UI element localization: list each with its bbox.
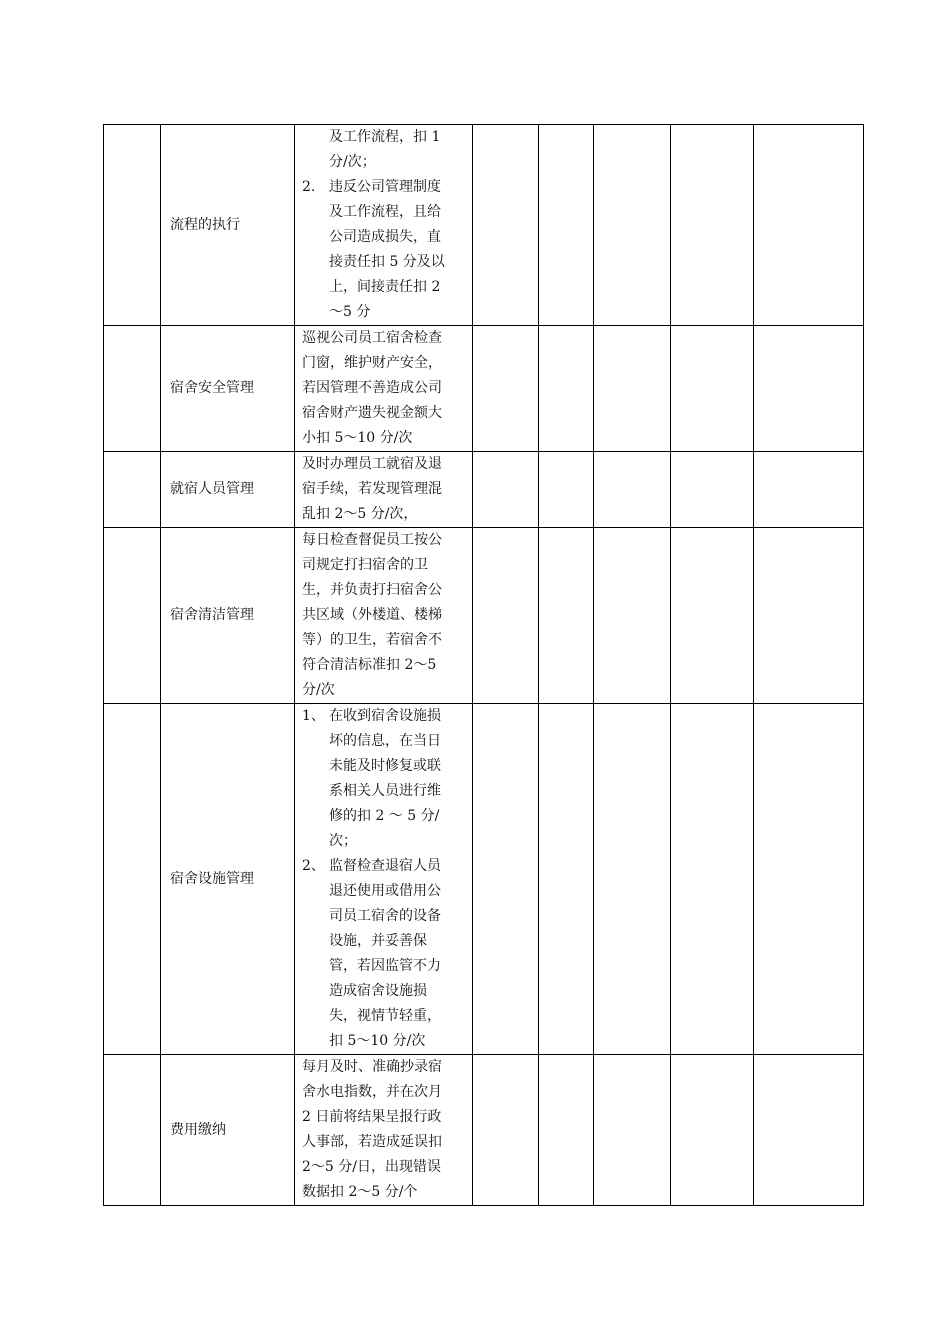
standard-line: [302, 426, 466, 451]
standard-line: [302, 1029, 466, 1054]
standard-line: [302, 904, 466, 929]
standard-line: [302, 553, 466, 578]
standard-line: [302, 653, 466, 678]
standard-line: [302, 603, 466, 628]
standard-line: [302, 979, 466, 1004]
empty-cell: [754, 125, 864, 326]
standard-text: 坏的信息，在当日: [329, 733, 441, 749]
standard-line: [302, 326, 466, 351]
standard-text: 及时办理员工就宿及退: [302, 456, 442, 472]
standard-line: [302, 1130, 466, 1155]
item-name-cell: [161, 528, 295, 704]
standard-text: 小扣 5～10 分/次: [302, 430, 413, 446]
standard-line: [302, 528, 466, 553]
empty-cell: [754, 326, 864, 452]
standard-line: [302, 1004, 466, 1029]
empty-cell: [671, 125, 754, 326]
standard-text: 每月及时、准确抄录宿: [302, 1059, 442, 1075]
item-name-cell: [161, 326, 295, 452]
standard-cell: [295, 1055, 473, 1206]
empty-cell: [104, 326, 161, 452]
standard-line: [302, 452, 466, 477]
standard-line: [302, 502, 466, 527]
standard-line: [302, 1180, 466, 1205]
empty-cell: [671, 528, 754, 704]
standard-text: 分/次: [302, 682, 335, 698]
item-name-cell: [161, 125, 295, 326]
standard-text: 共区域（外楼道、楼梯: [302, 607, 442, 623]
item-name-cell: [161, 1055, 295, 1206]
standard-line: [302, 854, 466, 879]
item-name: 宿舍设施管理: [170, 870, 254, 887]
standard-text: 退还使用或借用公: [329, 883, 441, 899]
standard-line: [302, 351, 466, 376]
empty-cell: [473, 528, 539, 704]
standard-text: 修的扣 2 ～ 5 分/: [329, 808, 440, 824]
standard-text: 在收到宿舍设施损: [329, 708, 441, 724]
standard-line: [302, 879, 466, 904]
standard-line: [302, 401, 466, 426]
standard-line: [302, 250, 466, 275]
item-name: 流程的执行: [170, 216, 240, 233]
standard-line: [302, 804, 466, 829]
standard-line: [302, 779, 466, 804]
standard-cell: [295, 452, 473, 528]
empty-cell: [104, 704, 161, 1055]
standard-text: 巡视公司员工宿舍检查: [302, 330, 442, 346]
empty-cell: [594, 704, 671, 1055]
table-row: [104, 125, 864, 326]
standard-text: 宿舍财产遗失视金额大: [302, 405, 442, 421]
standard-line: [302, 1080, 466, 1105]
standard-text: 每日检查督促员工按公: [302, 532, 442, 548]
standard-text: 司规定打扫宿舍的卫: [302, 557, 428, 573]
standard-text: 门窗，维护财产安全，: [302, 355, 442, 371]
standard-text: 公司造成损失，直: [329, 229, 441, 245]
item-name-cell: [161, 452, 295, 528]
standard-text: 宿手续，若发现管理混: [302, 481, 442, 497]
standard-line: [302, 275, 466, 300]
standard-text: 符合清洁标准扣 2～5: [302, 657, 437, 673]
table-row: [104, 1055, 864, 1206]
table-row: [104, 452, 864, 528]
empty-cell: [539, 326, 594, 452]
empty-cell: [539, 704, 594, 1055]
item-name: 宿舍清洁管理: [170, 607, 254, 623]
list-number: 1、: [302, 708, 325, 724]
standard-text: 未能及时修复或联: [329, 758, 441, 774]
standard-text: 管，若因监管不力: [329, 958, 441, 974]
standard-text: 2 日前将结果呈报行政: [302, 1109, 442, 1125]
empty-cell: [671, 1055, 754, 1206]
standard-text: 及工作流程，扣 1: [329, 129, 441, 145]
empty-cell: [594, 452, 671, 528]
standard-text: 及工作流程，且给: [329, 204, 441, 220]
item-name-cell: [161, 704, 295, 1055]
standard-line: [302, 704, 466, 729]
standard-line: [302, 376, 466, 401]
empty-cell: [473, 704, 539, 1055]
empty-cell: [754, 452, 864, 528]
standard-text: 若因管理不善造成公司: [302, 380, 442, 396]
empty-cell: [671, 704, 754, 1055]
table-row: [104, 326, 864, 452]
standard-line: [302, 1055, 466, 1080]
standard-line: [302, 678, 466, 703]
standard-text: 2～5 分/日，出现错误: [302, 1159, 441, 1175]
assessment-table: [103, 124, 864, 1206]
empty-cell: [671, 326, 754, 452]
standard-line: [302, 300, 466, 325]
empty-cell: [104, 125, 161, 326]
standard-cell: [295, 125, 473, 326]
standard-text: 违反公司管理制度: [329, 179, 441, 195]
table-row: [104, 528, 864, 704]
standard-text: 扣 5～10 分/次: [329, 1033, 426, 1049]
standard-line: [302, 1105, 466, 1130]
standard-text: 等）的卫生，若宿舍不: [302, 632, 442, 648]
standard-text: 舍水电指数，并在次月: [302, 1084, 442, 1100]
empty-cell: [539, 452, 594, 528]
standard-line: [302, 200, 466, 225]
empty-cell: [473, 326, 539, 452]
empty-cell: [539, 1055, 594, 1206]
standard-line: [302, 578, 466, 603]
list-number: 2、: [302, 858, 325, 874]
table-row: [104, 704, 864, 1055]
standard-text: 数据扣 2～5 分/个: [302, 1184, 418, 1200]
standard-text: 人事部，若造成延误扣: [302, 1134, 442, 1150]
standard-line: [302, 954, 466, 979]
standard-line: [302, 150, 466, 175]
item-name: 宿舍安全管理: [170, 380, 254, 396]
empty-cell: [671, 452, 754, 528]
empty-cell: [594, 528, 671, 704]
standard-line: [302, 225, 466, 250]
standard-text: 设施，并妥善保: [329, 933, 427, 949]
standard-line: [302, 175, 466, 200]
empty-cell: [104, 1055, 161, 1206]
standard-text: 上，间接责任扣 2: [329, 279, 441, 295]
standard-line: [302, 729, 466, 754]
standard-line: [302, 628, 466, 653]
empty-cell: [104, 452, 161, 528]
empty-cell: [473, 452, 539, 528]
standard-text: 司员工宿舍的设备: [329, 908, 441, 924]
standard-text: ～5 分: [329, 304, 371, 320]
standard-text: 乱扣 2～5 分/次，: [302, 506, 418, 522]
empty-cell: [594, 326, 671, 452]
empty-cell: [754, 1055, 864, 1206]
empty-cell: [104, 528, 161, 704]
empty-cell: [594, 125, 671, 326]
standard-line: [302, 829, 466, 854]
standard-line: [302, 477, 466, 502]
empty-cell: [473, 1055, 539, 1206]
standard-text: 造成宿舍设施损: [329, 983, 427, 999]
standard-cell: [295, 326, 473, 452]
standard-line: [302, 754, 466, 779]
empty-cell: [473, 125, 539, 326]
standard-text: 监督检查退宿人员: [329, 858, 441, 874]
list-number: 2.: [302, 179, 316, 195]
standard-line: [302, 1155, 466, 1180]
standard-line: [302, 125, 466, 150]
standard-text: 接责任扣 5 分及以: [329, 254, 445, 270]
item-name: 费用缴纳: [170, 1121, 226, 1138]
empty-cell: [754, 704, 864, 1055]
standard-text: 次；: [329, 833, 357, 849]
standard-text: 系相关人员进行维: [329, 783, 441, 799]
table-body: [104, 125, 864, 1206]
standard-text: 生，并负责打扫宿舍公: [302, 582, 442, 598]
empty-cell: [539, 528, 594, 704]
standard-cell: [295, 704, 473, 1055]
empty-cell: [594, 1055, 671, 1206]
standard-cell: [295, 528, 473, 704]
empty-cell: [754, 528, 864, 704]
standard-text: 分/次；: [329, 154, 376, 170]
standard-text: 失，视情节轻重，: [329, 1008, 441, 1024]
standard-line: [302, 929, 466, 954]
empty-cell: [539, 125, 594, 326]
item-name: 就宿人员管理: [170, 481, 254, 497]
